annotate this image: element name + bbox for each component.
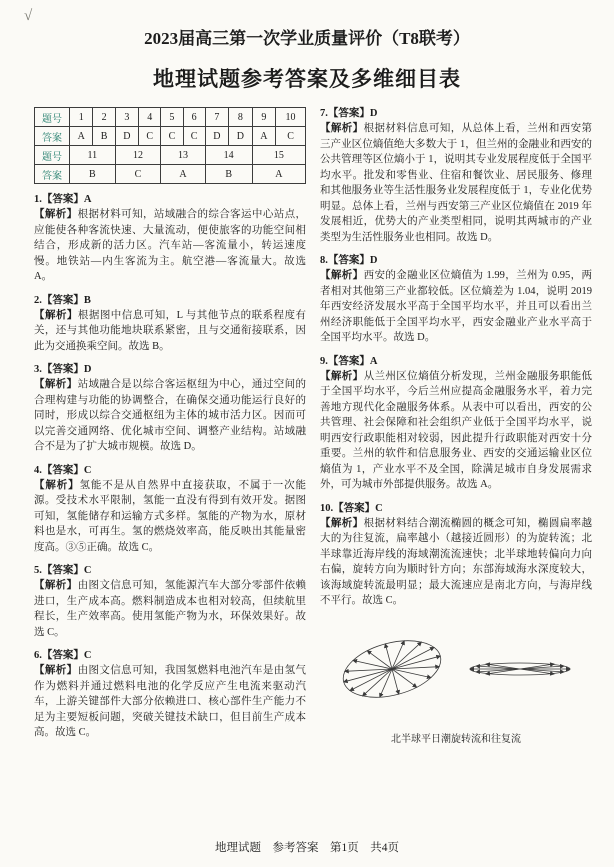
qnum-cell: 9 <box>252 108 275 127</box>
analysis-label: 【解析】 <box>320 370 364 382</box>
answer-head: 9.【答案】A <box>320 355 378 367</box>
answer-cell: C <box>139 127 161 146</box>
two-column-layout <box>0 93 614 745</box>
answer-cell: D <box>205 127 228 146</box>
analysis-body: 根据图中信息可知，L 与其他节点的联系程度有关，还与其他功能地块联系紧密，且与交通衔接联系，因此为交通换乘空间。故选 B。 <box>34 309 306 352</box>
analysis-text <box>320 516 592 609</box>
answer-cell: C <box>115 165 161 184</box>
analysis-label: 【解析】 <box>34 580 78 591</box>
analysis-label: 【解析】 <box>34 665 78 676</box>
qnum-cell: 12 <box>115 146 161 165</box>
analysis-text <box>34 478 306 556</box>
answer-block-10 <box>320 500 592 609</box>
answer-cell: D <box>229 127 252 146</box>
answer-sheet-title: 地理试题参考答案及多维细目表 <box>153 67 461 91</box>
qnum-cell: 11 <box>70 146 116 165</box>
analysis-body: 从兰州区位熵值分析发现，兰州金融服务职能低于全国平均水平，今后兰州应提高金融服务水平，着力完善地方现代化金融服务体系。从表中可以看出，西安的公共管理、社会保障和社会组织产业低于全国平均水平，说明西安行政职能相对较弱，因此提升行政职能对西安十分重要。兰州的软件和信息服务业、西安的交通运输业区位熵值为 1，产业水平不及全国，除满足城市自身发展需求外，可为城市外部提供服务。故选 A。 <box>320 370 593 490</box>
answer-block-4 <box>34 462 306 556</box>
analysis-text <box>34 207 306 285</box>
answer-head: 4.【答案】C <box>34 464 92 476</box>
analysis-label: 【解析】 <box>34 479 80 491</box>
qnum-cell: 5 <box>161 108 183 127</box>
answer-cell: B <box>93 127 115 146</box>
answer-cell: A <box>161 165 205 184</box>
answer-table-row-qnums-2 <box>35 146 306 165</box>
qnum-label-cell: 题号 <box>35 108 70 127</box>
qnum-cell: 10 <box>276 108 306 127</box>
analysis-label: 【解析】 <box>320 270 364 281</box>
answer-block-5 <box>34 562 306 640</box>
answer-block-9 <box>320 353 592 493</box>
left-column <box>34 103 306 745</box>
analysis-body: 根据材料信息可知，从总体上看，兰州和西安第三产业区位熵值绝大多数大于 1，但兰州的金融业和西安的公共管理等区位熵小于 1，说明其专业发展程度低于全国平均水平。批发和零售业、住宿和餐饮业、居民服务、修理和其他服务业等生活性服务业发展程度低于 1，专业化优势明显。总体上看，兰州与西安第三产业区位熵值在 2019 年发展相近，优势大的产业类型相同，说明其两城市的产业类型为生活性服务业也相同。故选 D。 <box>320 123 593 243</box>
figure-caption: 北半球平日潮旋转流和往复流 <box>391 733 521 745</box>
qnum-cell: 13 <box>161 146 205 165</box>
analysis-label: 【解析】 <box>34 379 78 390</box>
answer-head: 6.【答案】C <box>34 650 92 661</box>
analysis-label: 【解析】 <box>34 209 78 220</box>
answer-head: 5.【答案】C <box>34 565 92 576</box>
analysis-text <box>34 663 306 741</box>
answer-cell: A <box>70 127 93 146</box>
qnum-cell: 7 <box>205 108 228 127</box>
analysis-text <box>320 369 592 493</box>
qnum-cell: 3 <box>115 108 138 127</box>
qnum-cell: 4 <box>139 108 161 127</box>
analysis-body: 由图文信息可知，氢能源汽车大部分零部件依赖进口，生产成本高。燃料制造成本也相对较高，但续航里程长，生产效率高。使用氢能产物为水，环保效果好。故选 C。 <box>34 580 307 638</box>
analysis-text <box>320 268 592 346</box>
analysis-label: 【解析】 <box>320 123 364 134</box>
qnum-cell: 15 <box>252 146 305 165</box>
analysis-text <box>320 121 592 245</box>
answer-cell: B <box>205 165 252 184</box>
answer-cell: C <box>161 127 183 146</box>
answer-table <box>34 107 306 184</box>
answer-block-6 <box>34 647 306 741</box>
analysis-body: 西安的金融业区位熵值为 1.99，兰州为 0.95，两者相对其他第三产业都较低。区位熵差为 1.04，说明 2019 年西安经济发展水平高于全国平均水平，并且可以看出兰州经济职能低于全国平均水平，西安金融业产业水平高于全国平均水平。故选 D。 <box>320 270 593 343</box>
answer-cell: A <box>252 165 305 184</box>
answer-head: 10.【答案】C <box>320 502 383 514</box>
checkmark-mark: √ <box>24 8 33 24</box>
qnum-cell: 2 <box>93 108 115 127</box>
answer-head: 3.【答案】D <box>34 364 92 375</box>
qnum-cell: 8 <box>229 108 252 127</box>
analysis-text <box>34 578 306 640</box>
answer-cell: B <box>70 165 116 184</box>
answer-block-2 <box>34 292 306 355</box>
answer-block-8 <box>320 252 592 346</box>
answer-head: 1.【答案】A <box>34 194 92 205</box>
qnum-label-cell: 题号 <box>35 146 70 165</box>
answer-block-3 <box>34 361 306 455</box>
answer-block-7 <box>320 105 592 245</box>
answer-label-cell: 答案 <box>35 165 70 184</box>
analysis-text <box>34 377 306 455</box>
tidal-current-diagrams <box>328 619 584 723</box>
exam-title: 2023届高三第一次学业质量评价（T8联考） <box>144 29 470 48</box>
answer-head: 8.【答案】D <box>320 255 378 266</box>
analysis-body: 由图文信息可知，我国氢燃料电池汽车是由氢气作为燃料并通过燃料电池的化学反应产生电流来驱动汽车，上游关键部件大部分依赖进口、核心部件生产能力不足为主要短板问题，突破关键技术缺口，但目前生产成本高。故选 C。 <box>34 665 307 738</box>
page-footer: 地理试题 参考答案 第1页 共4页 <box>215 842 399 854</box>
tidal-ellipse-figure <box>320 619 592 745</box>
analysis-body: 根据材料可知，站域融合的综合客运中心站点，应能使各种客流快速、大量流动，便使旅客的功能空间相结合，形成新的活力区。汽车站—客流量小，转运速度慢。地铁站—内生客流为主。航空港—客流量大。故选 A。 <box>34 209 307 282</box>
rotary-current-diagram <box>337 630 447 706</box>
analysis-body: 氢能不是从自然界中直接获取，不属于一次能源。受技术水平限制，氢能一直没有得到有效开发。据图可知，氢能储存和运输方式多样。氢能的产物为水，原材料也是水，可再生。氢的燃烧效率高，能反映出其能量密度高。③⑤正确。故选 C。 <box>34 479 307 553</box>
analysis-text <box>34 308 306 355</box>
analysis-body: 站域融合是以综合客运枢纽为中心，通过空间的合理构建与功能的协调整合，在确保交通功能运行良好的同时，形成以综合交通枢纽为主体的城市活力区。因而可以完善交通网络、优化城市空间、调整产业结构。站域融合不是为了扩大城市规模。故选 D。 <box>34 379 307 452</box>
answer-cell: D <box>115 127 138 146</box>
reversing-current-diagram <box>470 663 570 675</box>
answer-table-row-answers-1 <box>35 127 306 146</box>
qnum-cell: 6 <box>183 108 205 127</box>
qnum-cell: 14 <box>205 146 252 165</box>
answer-head: 7.【答案】D <box>320 108 378 119</box>
answer-cell: C <box>183 127 205 146</box>
answer-cell: C <box>276 127 306 146</box>
analysis-label: 【解析】 <box>34 309 78 321</box>
right-column <box>320 103 592 745</box>
analysis-label: 【解析】 <box>320 517 364 529</box>
qnum-cell: 1 <box>70 108 93 127</box>
answer-label-cell: 答案 <box>35 127 70 146</box>
answer-table-row-qnums-1 <box>35 108 306 127</box>
analysis-body: 根据材料结合潮流椭圆的概念可知，椭圆扁率越大的为往复流，扁率越小（越接近圆形）的为旋转流；北半球靠近海岸线的海域潮流流速快；北半球地转偏向力向右偏，旋转方向为顺时针方向；东部海域海水深度较大，该海域旋转流最明显；最大流速应是南北方向，与海岸线不平行。故选 C。 <box>320 517 593 606</box>
answer-block-1 <box>34 191 306 285</box>
answer-cell: A <box>252 127 275 146</box>
answer-head: 2.【答案】B <box>34 294 91 306</box>
answer-table-row-answers-2 <box>35 165 306 184</box>
